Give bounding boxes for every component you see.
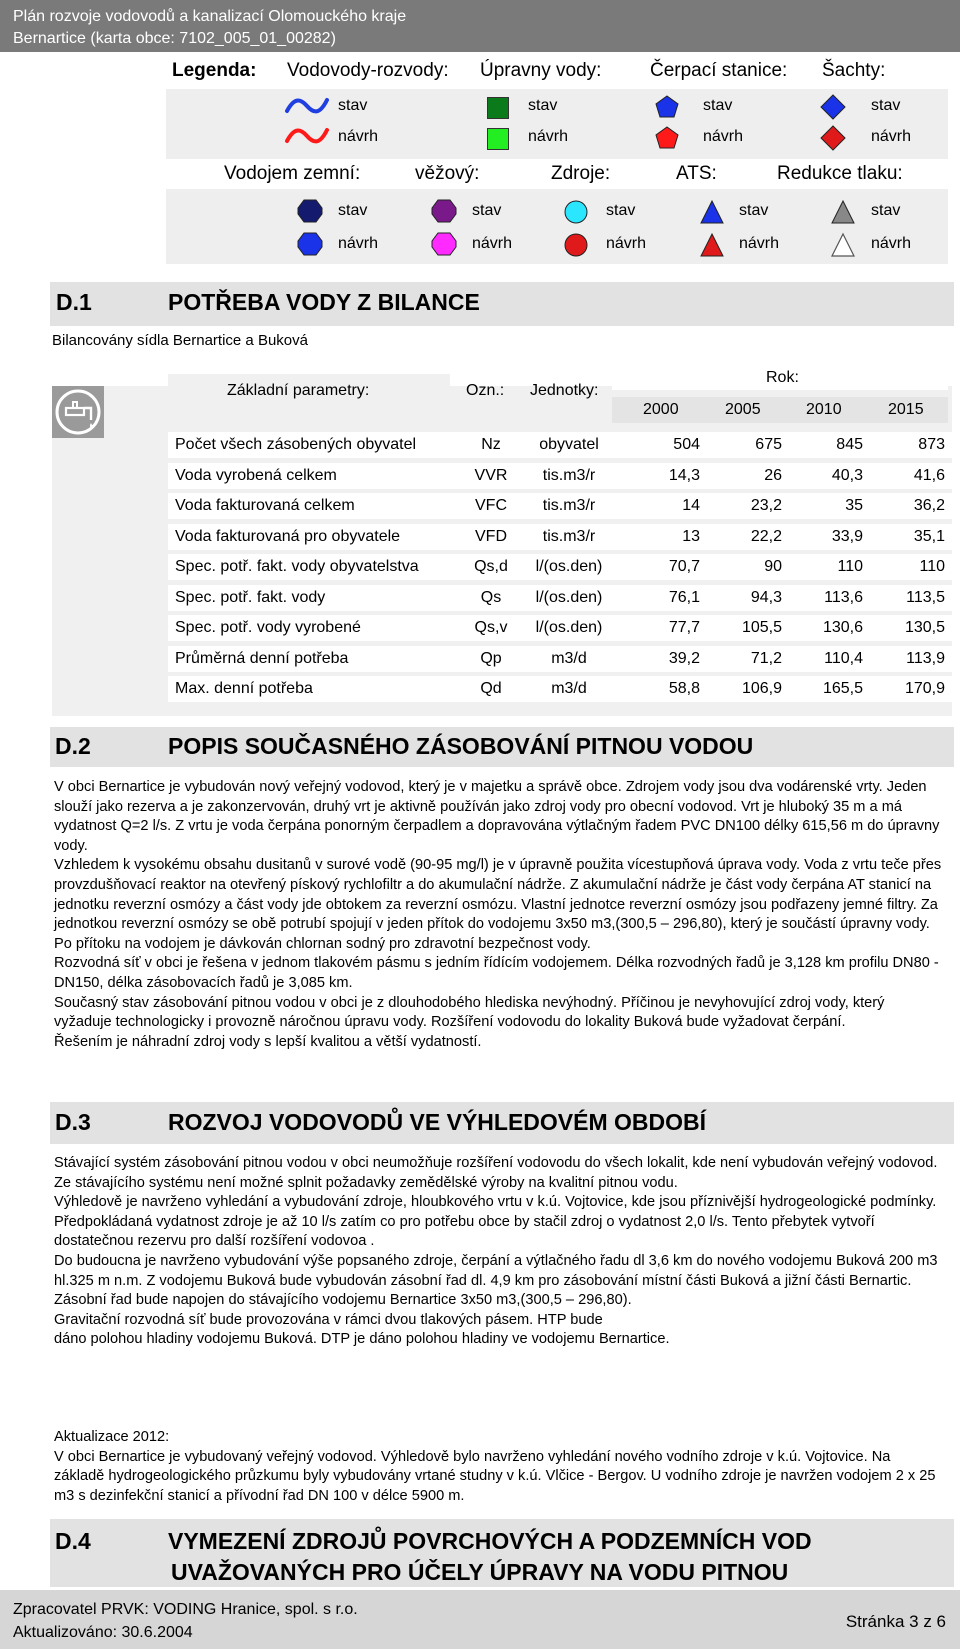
- paragraph: V obci Bernartice je vybudován nový veřejný vodovod, který je v majetku a správě obce. Zdrojem vody jsou dva vodárenské vrty. Jeden slouží jako rezerva a je zakonzervován, druhý vrt je aktivně používán jako zdroj vody pro obecní vodovod. Vrt je hluboký 35 m a má vydatnost Q=2 l/s. Z vrtu je voda čerpána ponorným čerpadlem a dopravována výtlačným řadem PVC DN100 délky 615,56 m do úpravny vody.: [54, 779, 940, 854]
- update-title: Aktualizace 2012:: [54, 1429, 170, 1445]
- cell-ozn: Qd: [480, 680, 502, 697]
- paragraph: Stávající systém zásobování pitnou vodou v obci neumožňuje rozšíření vodovodu do všech lokalit, kde není vybudován veřejný vodovod. Ze stávajícího systému není možné splnit požadavky zemědělské výroby na kvalitní pitnou vodu.: [54, 1155, 938, 1191]
- cell-ozn: Nz: [481, 436, 501, 453]
- cell-unit: l/(os.den): [535, 619, 603, 636]
- paragraph: V obci Bernartice je vybudovaný veřejný vodovod. Výhledově bylo navrženo vyhledání nového vodního zdroje v k.ú. Vojtovice. Na základě hydrogeologického průzkumu byly vybudovány vrtané studny v k.ú. Vlčice - Bergov. U vodního zdroje je navržen vodojem 2 x 25 m3 s dezinfekční stanicí a přívodní řad DN 100 v délce 5900 m.: [54, 1448, 936, 1504]
- col-header-2000: 2000: [643, 401, 679, 418]
- legend-label-ats-navrh: návrh: [739, 235, 780, 252]
- cell-ozn: VFC: [475, 497, 507, 514]
- paragraph: Do budoucna je navrženo vybudování výše popsaného zdroje, čerpání a výtlačného řadu dl 3,6 km do nového vodojemu Buková 200 m3 hl.325 m n.m. Z vodojemu Buková bude vybudován zásobní řad dl. 4,9 km pro zásobování místní části Buková a jižní části Bernartic. Zásobní řad bude napojen do stávajícího vodojemu Bernartice 3x50 m3,(300,5 – 296,80).: [54, 1252, 938, 1309]
- cell-value-2010: 845: [836, 436, 863, 453]
- section-d1-number: D.1: [56, 289, 92, 315]
- cell-unit: m3/d: [551, 680, 587, 697]
- cell-ozn: Qs,d: [474, 558, 508, 575]
- treatment-existing-icon: [487, 97, 509, 119]
- cell-value-2010: 113,6: [824, 589, 863, 606]
- cell-value-2010: 165,5: [822, 680, 863, 697]
- legend-label-tower-navrh: návrh: [472, 235, 513, 252]
- legend-label-source-navrh: návrh: [606, 235, 647, 252]
- ats-proposed-icon: [699, 232, 725, 258]
- pipe-proposed-icon: [284, 124, 330, 148]
- paragraph: dáno polohou hladiny vodojemu Buková. DTP je dáno polohou hladiny ve vodojemu Bernartice.: [54, 1331, 670, 1348]
- legend-header-pressure-reduction: Redukce tlaku:: [777, 163, 903, 184]
- legend-header-pumping: Čerpací stanice:: [650, 60, 788, 81]
- paragraph: Gravitační rozvodná síť bude provozována v rámci dvou tlakových pásem. HTP bude: [54, 1311, 603, 1328]
- cell-value-2015: 113,9: [906, 650, 945, 667]
- cell-value-2010: 35: [845, 497, 863, 514]
- cell-value-2000: 504: [673, 436, 700, 453]
- legend-label-shaft-stav: stav: [871, 97, 901, 114]
- section-d2-title: POPIS SOUČASNÉHO ZÁSOBOVÁNÍ PITNOU VODOU: [168, 733, 754, 759]
- legend-header-tower-tank: věžový:: [415, 163, 480, 184]
- pump-proposed-icon: [654, 125, 680, 151]
- legend-header-ats: ATS:: [676, 163, 717, 184]
- cell-value-2010: 40,3: [831, 467, 863, 484]
- cell-value-2015: 113,5: [906, 589, 945, 606]
- section-d3-number: D.3: [55, 1109, 91, 1135]
- col-header-unit: Jednotky:: [530, 382, 599, 399]
- pipe-existing-icon: [284, 94, 330, 118]
- cell-value-2005: 105,5: [741, 619, 782, 636]
- cell-value-2000: 39,2: [668, 650, 700, 667]
- pressure-reduction-existing-icon: [830, 199, 856, 225]
- footer-author: Zpracovatel PRVK: VODING Hranice, spol. s r.o.: [13, 1601, 358, 1618]
- cell-ozn: VFD: [475, 528, 507, 545]
- legend-label-source-stav: stav: [606, 202, 636, 219]
- cell-param: Voda fakturovaná celkem: [175, 497, 355, 514]
- cell-value-2015: 35,1: [913, 528, 945, 545]
- legend-label-treat-navrh: návrh: [528, 128, 569, 145]
- cell-param: Spec. potř. vody vyrobené: [175, 619, 361, 636]
- legend-label-tank-navrh: návrh: [338, 235, 379, 252]
- legend-header-pipes: Vodovody-rozvody:: [287, 60, 449, 81]
- cell-param: Průměrná denní potřeba: [175, 650, 349, 667]
- paragraph: Současný stav zásobování pitnou vodou v obci je z dlouhodobého hlediska nevýhodný. Příčinou je nevyhovující zdroj vody, který vyžaduje technologicky i provozně náročnou úpravu vody. Rozšíření vodovodu do lokality Buková bude vyžadovat čerpání.: [54, 994, 885, 1031]
- document-subtitle: Bernartice (karta obce: 7102_005_01_00282): [13, 30, 336, 47]
- legend-label-treat-stav: stav: [528, 97, 558, 114]
- section-d3-text: [54, 1154, 944, 1350]
- cell-value-2000: 58,8: [668, 680, 700, 697]
- footer-updated: Aktualizováno: 30.6.2004: [13, 1624, 193, 1641]
- legend-label-shaft-navrh: návrh: [871, 128, 912, 145]
- legend-header-ground-tank: Vodojem zemní:: [224, 163, 361, 184]
- col-header-2005: 2005: [725, 401, 761, 418]
- cell-unit: l/(os.den): [535, 558, 603, 575]
- cell-unit: l/(os.den): [535, 589, 603, 606]
- cell-value-2010: 110: [837, 558, 863, 575]
- cell-ozn: Qs: [480, 589, 502, 606]
- cell-value-2015: 170,9: [904, 680, 945, 697]
- cell-value-2010: 110,4: [824, 650, 863, 667]
- pump-existing-icon: [654, 94, 680, 120]
- legend-label-pipe-stav: stav: [338, 97, 368, 114]
- cell-ozn: VVR: [474, 467, 508, 484]
- col-header-ozn: Ozn.:: [466, 382, 505, 399]
- ground-tank-proposed-icon: [297, 232, 323, 256]
- legend-label-pipe-navrh: návrh: [338, 128, 379, 145]
- cell-param: Voda fakturovaná pro obyvatele: [175, 528, 401, 545]
- col-header-param: Základní parametry:: [227, 382, 370, 399]
- paragraph: Rozvodná síť v obci je řešena v jednom tlakovém pásmu s jedním řídícím vodojemem. Délka rozvodných řadů je 3,128 km profilu DN80 - DN150, délka zásobovacích řadů je 3,085 km.: [54, 955, 939, 991]
- source-proposed-icon: [563, 232, 589, 258]
- cell-param: Spec. potř. fakt. vody obyvatelstva: [175, 558, 419, 575]
- cell-value-2015: 36,2: [913, 497, 945, 514]
- cell-value-2000: 77,7: [668, 619, 700, 636]
- cell-param: Počet všech zásobených obyvatel: [175, 436, 417, 453]
- paragraph: Vzhledem k vysokému obsahu dusitanů v surové vodě (90-95 mg/l) je v úpravně použita vícestupňová úprava vody. Voda z vrtu teče přes provzdušňovací reaktor na otevřený pískový rychlofiltr a do akumulační nádrže. Z akumulační nádrže je část vody čerpána AT stanicí na jednotku reverzní osmózy a část vody jde obtokem za reverzní osmózu. Vlastní jednotce reverzní osmózy jsou podřazeny jemné filtry. Za jednotkou reverzní osmózy se obě potrubí spojují v jeden přítok do vodojemu 3x50 m3,(300,5 – 296,80), který je součástí úpravny vody. Po přítoku na vodojem je dávkován chlornan sodný pro zdravotní bezpečnost vody.: [54, 857, 942, 952]
- cell-ozn: Qs,v: [474, 619, 508, 636]
- cell-value-2010: 130,6: [822, 619, 863, 636]
- paragraph: Výhledově je navrženo vyhledání a vybudování zdroje, hloubkového vrtu v k.ú. Vojtovice, kde jsou příznivější hydrogeologické podmínky. Předpokládaná vydatnost zdroje je až 10 l/s zatím co pro potřebu obce by stačil zdroj o vydatnost 2,0 l/s. Tento přebytek vytvoří dostatečnou rezervu pro další rozšíření vodovoa .: [54, 1194, 937, 1250]
- cell-value-2005: 90: [764, 558, 782, 575]
- source-existing-icon: [563, 199, 589, 225]
- cell-unit: obyvatel: [539, 436, 599, 453]
- legend-label-tank-stav: stav: [338, 202, 368, 219]
- legend-header-treatment: Úpravny vody:: [480, 60, 602, 81]
- document-title: Plán rozvoje vodovodů a kanalizací Olomouckého kraje: [13, 8, 407, 25]
- cell-unit: tis.m3/r: [542, 497, 596, 514]
- cell-value-2000: 14: [682, 497, 700, 514]
- ats-existing-icon: [699, 199, 725, 225]
- legend-label-ats-stav: stav: [739, 202, 769, 219]
- cell-unit: m3/d: [551, 650, 587, 667]
- tower-tank-proposed-icon: [431, 232, 457, 256]
- cell-value-2005: 26: [764, 467, 782, 484]
- col-header-rok: Rok:: [766, 369, 799, 386]
- cell-value-2015: 130,5: [904, 619, 945, 636]
- section-d2-number: D.2: [55, 733, 91, 759]
- section-d4-title-line1: VYMEZENÍ ZDROJŮ POVRCHOVÝCH A PODZEMNÍCH VOD: [168, 1528, 812, 1554]
- cell-unit: tis.m3/r: [542, 528, 596, 545]
- cell-value-2000: 14,3: [668, 467, 700, 484]
- cell-value-2000: 70,7: [668, 558, 700, 575]
- section-d3-title: ROZVOJ VODOVODŮ VE VÝHLEDOVÉM OBDOBÍ: [168, 1109, 707, 1135]
- legend-label-reduce-stav: stav: [871, 202, 901, 219]
- col-header-2015: 2015: [888, 401, 924, 418]
- cell-param: Spec. potř. fakt. vody: [175, 589, 326, 606]
- tower-tank-existing-icon: [431, 199, 457, 223]
- cell-value-2005: 22,2: [750, 528, 782, 545]
- cell-value-2015: 110: [919, 558, 945, 575]
- update-2012-text: [54, 1428, 944, 1506]
- cell-value-2005: 94,3: [750, 589, 782, 606]
- section-d1-subtitle: Bilancovány sídla Bernartice a Buková: [52, 332, 308, 349]
- legend-label-tower-stav: stav: [472, 202, 502, 219]
- cell-value-2000: 13: [682, 528, 700, 545]
- cell-value-2015: 873: [918, 436, 945, 453]
- cell-value-2005: 675: [755, 436, 782, 453]
- legend-header-shafts: Šachty:: [822, 60, 886, 81]
- legend-label-pump-stav: stav: [703, 97, 733, 114]
- cell-value-2005: 106,9: [741, 680, 782, 697]
- footer-page-number: Stránka 3 z 6: [845, 1612, 946, 1631]
- cell-value-2010: 33,9: [831, 528, 863, 545]
- legend-label-pump-navrh: návrh: [703, 128, 744, 145]
- cell-ozn: Qp: [480, 650, 502, 667]
- shaft-proposed-icon: [820, 125, 846, 151]
- document-header: [0, 0, 960, 52]
- legend-label-reduce-navrh: návrh: [871, 235, 912, 252]
- cell-param: Voda vyrobená celkem: [175, 467, 337, 484]
- cell-value-2000: 76,1: [668, 589, 700, 606]
- cell-value-2005: 71,2: [750, 650, 782, 667]
- cell-value-2015: 41,6: [913, 467, 945, 484]
- pressure-reduction-proposed-icon: [830, 232, 856, 258]
- paragraph: Řešením je náhradní zdroj vody s lepší kvalitou a větší vydatností.: [54, 1033, 482, 1050]
- water-tap-icon: [52, 386, 104, 438]
- shaft-existing-icon: [820, 94, 846, 120]
- section-d2-text: [54, 778, 944, 1052]
- section-d1-title: POTŘEBA VODY Z BILANCE: [168, 289, 480, 315]
- section-d4-title-line2: UVAŽOVANÝCH PRO ÚČELY ÚPRAVY NA VODU PITNOU: [171, 1559, 789, 1585]
- treatment-proposed-icon: [487, 128, 509, 150]
- legend-title: Legenda:: [172, 60, 257, 81]
- cell-param: Max. denní potřeba: [175, 680, 313, 697]
- col-header-2010: 2010: [806, 401, 842, 418]
- ground-tank-existing-icon: [297, 199, 323, 223]
- cell-unit: tis.m3/r: [542, 467, 596, 484]
- cell-value-2005: 23,2: [750, 497, 782, 514]
- section-d4-number: D.4: [55, 1528, 91, 1554]
- legend-header-sources: Zdroje:: [551, 163, 611, 184]
